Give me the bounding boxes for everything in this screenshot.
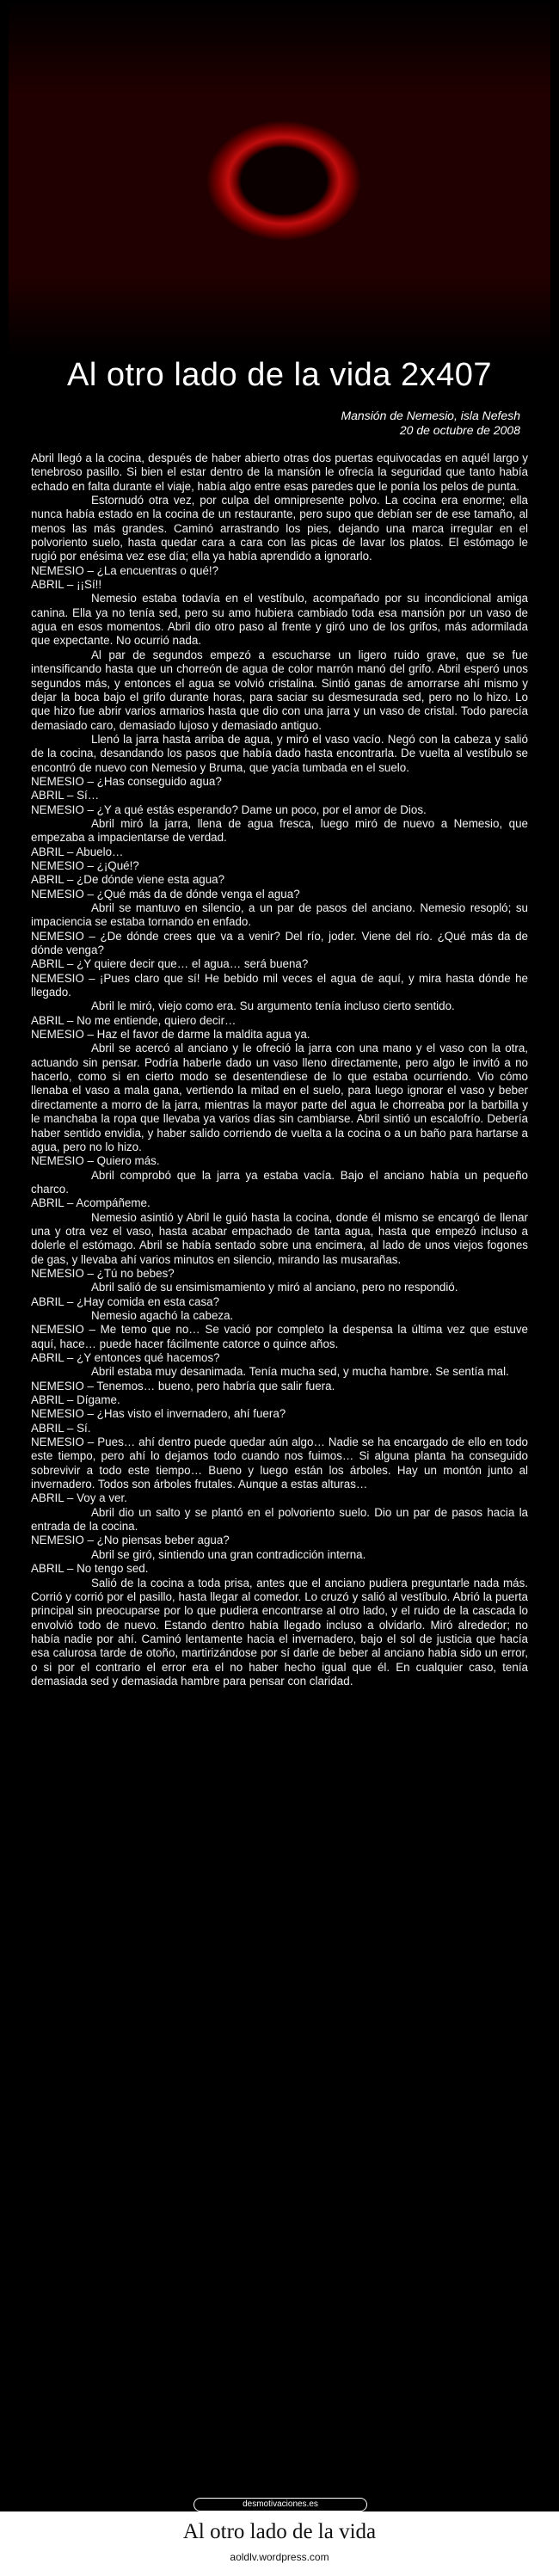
story-paragraph: NEMESIO – ¿La encuentras o qué!? (31, 563, 219, 577)
story-paragraph: Abril se mantuvo en silencio, a un par de pasos del anciano. Nemesio resopló; su impaciencia se estaba tornando en enfado. (31, 901, 528, 929)
story-paragraph: NEMESIO – Tenemos… bueno, pero habría que salir fuera. (31, 1379, 335, 1393)
story-paragraph: ABRIL – Dígame. (31, 1393, 120, 1407)
story-paragraph: Abril se acercó al anciano y le ofreció la jarra con una mano y el vaso con la otra, actuando sin pensar. Podría haberle dado un vaso lleno directamente, pero algo le invitó a no hacerlo, como si en cierto modo se desentendiese de lo que estaba ocurriendo. Vio cómo llenaba el vaso a mala gana, vertiendo la mitad en el suelo, para luego ignorar el vaso y beber directamente a morro de la jarra, mientras la mayor parte del agua le chorreaba por la barbilla y le manchaba la ropa que llevaba ya varios días sin cambiarse. Abril sintió un escalofrío. Debería haber sentido envidia, y haber salido corriendo de vuelta a la cocina o a un baño para hartarse a agua, pero no lo hizo. (31, 1042, 528, 1153)
story-paragraph: Nemesio agachó la cabeza. (91, 1308, 234, 1322)
story-paragraph: Salió de la cocina a toda prisa, antes que el anciano pudiera preguntarle nada más. Corrió y corrió por el pasillo, hasta llegar al comedor. Lo cruzó y salió al vestíbulo. Abrió la puerta principal sin preocuparse por lo que pudiera encontrarse al otro lado, y el ruido de la cascada lo envolvió todo de nuevo. Estando dentro había llegado incluso a olvidarlo. Miró alrededor; no había nadie por ahí. Caminó lentamente hacia el invernadero, bajo el sol de justicia que hacía esa calurosa tarde de otoño, martirizándose por sí darle de beber al anciano había sido un error, o si por el contrario el error era el no haber hecho igual que él. En cualquier caso, tenía demasiada sed y demasiada hambre para pensar con claridad. (31, 1576, 528, 1688)
story-paragraph: ABRIL – ¡¡Sí!! (31, 578, 102, 592)
story-paragraph: NEMESIO – Me temo que no… Se vació por completo la despensa la última vez que estuve aquí, hace… puede hacer fácilmente catorce o quince años. (31, 1323, 528, 1350)
story-paragraph: ABRIL – ¿Y entonces qué hacemos? (31, 1351, 220, 1364)
story-paragraph: NEMESIO – ¿De dónde crees que va a venir? Del río, joder. Viene del río. ¿Qué más da de dónde venga? (31, 929, 528, 957)
watermark-badge: desmotivaciones.es (194, 2498, 367, 2511)
story-paragraph: Abril estaba muy desanimada. Tenía mucha sed, y mucha hambre. Se sentía mal. (91, 1365, 509, 1379)
photo-shade-top (9, 0, 550, 95)
story-paragraph: NEMESIO – ¿Qué más da de dónde venga el agua? (31, 887, 300, 901)
story-paragraph: NEMESIO – Pues… ahí dentro puede quedar aún algo… Nadie se ha encargado de ello en todo este tiempo, pero ahí lo dejamos todo cuando nos fuimos… Si alguna planta ha conseguido sobrevivir a todo este tiempo… Bueno y luego están los árboles. Hay un montón junto al invernadero. Todos son árboles frutales. Aunque a estas alturas… (31, 1436, 528, 1491)
story-paragraph: NEMESIO – ¿Has conseguido agua? (31, 774, 222, 788)
story-paragraph: Nemesio asintió y Abril le guió hasta la cocina, donde él mismo se encargó de llenar una y otra vez el vaso, hasta acabar empachado de tanta agua, hasta que empezó incluso a dolerle el estómago. Abril se había sentado sobre una encimera, al lado de unos viejos fogones de gas, y llevaba ahí varios minutos en silencio, mirando las musarañas. (31, 1210, 528, 1266)
story-paragraph: Abril dio un salto y se plantó en el polvoriento suelo. Dio un par de pasos hacia la entrada de la cocina. (31, 1505, 528, 1534)
photo-shade-bottom (9, 275, 550, 357)
story-paragraph: ABRIL – ¿Hay comida en esta casa? (31, 1294, 220, 1308)
story-paragraph: ABRIL – No me entiende, quiero decir… (31, 1013, 236, 1027)
story-paragraph: ABRIL – No tengo sed. (31, 1562, 149, 1576)
story-paragraph: Abril miró la jarra, llena de agua fresca, luego miró de nuevo a Nemesio, que empezaba a impacientarse de verdad. (31, 816, 528, 845)
poster-date: 20 de octubre de 2008 (399, 423, 520, 437)
story-paragraph: ABRIL – Voy a ver. (31, 1491, 127, 1505)
story-paragraph: NEMESIO – ¿Has visto el invernadero, ahí fuera? (31, 1407, 286, 1421)
story-paragraph: ABRIL – ¿De dónde viene esta agua? (31, 873, 225, 887)
poster-location-date (341, 409, 520, 438)
caption-title: Al otro lado de la vida (182, 2520, 377, 2543)
story-paragraph: ABRIL – Abuelo… (31, 845, 124, 858)
story-paragraph: Estornudó otra vez, por culpa del omnipresente polvo. La cocina era enorme; ella nunca había estado en la cocina de un restaurante, pero supo que debían ser de ese tamaño, al menos las más grandes. Caminó arrastrando los pies, dejando una marca irregular en el polvoriento suelo, hasta quedar cara a cara con las picas de lavar los platos. El estómago le rugió por enésima vez ese día; ella ya había aprendido a ignorarlo. (31, 494, 528, 563)
story-paragraph: NEMESIO – ¿Tú no bebes? (31, 1266, 175, 1280)
story-paragraph: Nemesio estaba todavía en el vestíbulo, acompañado por su incondicional amiga canina. Ella ya no tenía sed, pero su amo hubiera cambiado toda esa mansión por un vaso de agua en esos momentos. Abril dio otro paso al frente y giró uno de los grifos, más adormilada que expectante. No ocurrió nada. (31, 592, 528, 648)
story-paragraph: NEMESIO – ¿¡Qué!? (31, 858, 139, 872)
story-paragraph: ABRIL – Sí… (31, 789, 100, 802)
story-paragraph: NEMESIO – Haz el favor de darme la maldita agua ya. (31, 1028, 310, 1042)
story-paragraph: Llenó la jarra hasta arriba de agua, y miró el vaso vacío. Negó con la cabeza y salió de la cocina, desandando los pasos que había dado hasta encontrarla. De vuelta al vestíbulo se encontró de nuevo con Nemesio y Bruma, que yacía tumbada en el suelo. (31, 732, 528, 774)
poster-place: Mansión de Nemesio, isla Nefesh (341, 409, 520, 422)
story-paragraph: Abril salió de su ensimismamiento y miró al anciano, pero no respondió. (91, 1281, 458, 1294)
story-paragraph: Abril comprobó que la jarra ya estaba vacía. Bajo el anciano había un pequeño charco. (31, 1168, 528, 1196)
story-paragraph: NEMESIO – ¡Pues claro que sí! He bebido mil veces el agua de aquí, y mira hasta dónde he llegado. (31, 971, 528, 999)
story-paragraph: Abril llegó a la cocina, después de haber abierto otras dos puertas equivocadas en aquél largo y tenebroso pasillo. Si bien el estar dentro de la mansión le ofrecía la seguridad que tanto había echado en falta durante el viaje, había algo entre esas paredes que le ponía los pelos de punta. (31, 452, 528, 493)
story-paragraph: Abril se giró, sintiendo una gran contradicción interna. (91, 1547, 366, 1561)
caption-site-link[interactable]: aoldlv.wordpress.com (230, 2551, 329, 2563)
story-paragraph: NEMESIO – Quiero más. (31, 1154, 160, 1168)
poster-title: Al otro lado de la vida 2x407 (66, 357, 493, 393)
story-paragraph: ABRIL – Acompáñeme. (31, 1196, 150, 1210)
story-paragraph: NEMESIO – ¿Y a qué estás esperando? Dame un poco, por el amor de Dios. (31, 802, 427, 816)
story-paragraph: NEMESIO – ¿No piensas beber agua? (31, 1534, 230, 1547)
story-paragraph: ABRIL – ¿Y quiere decir que… el agua… será buena? (31, 957, 309, 971)
story-paragraph: ABRIL – Sí. (31, 1421, 91, 1435)
story-text (31, 452, 528, 1688)
story-paragraph: Abril le miró, viejo como era. Su argumento tenía incluso cierto sentido. (91, 999, 455, 1013)
story-paragraph: Al par de segundos empezó a escucharse un ligero ruido grave, que se fue intensificando hasta que un chorreón de agua de color marrón manó del grifo. Abril esperó unos segundos más, y entonces el agua se volvió cristalina. Sintió ganas de amorrarse ahí mismo y dejar la boca bajo el grifo durante horas, para saciar su desmesurada sed, pero no lo hizo. Lo que hizo fue abrir varios armarios hasta que dio con una jarra y un vaso de cristal. Todo parecía demasiado caro, demasiado lujoso y demasiado antiguo. (31, 648, 528, 732)
